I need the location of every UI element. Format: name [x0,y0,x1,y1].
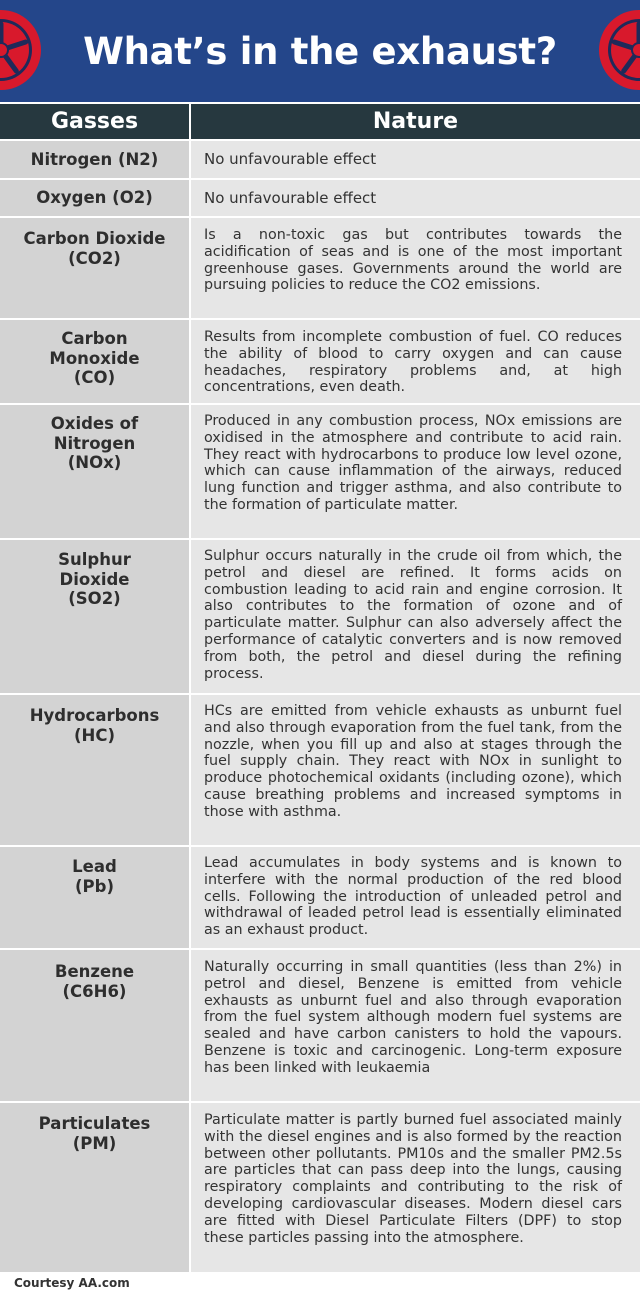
gas-name: Carbon Dioxide (CO2) [23,229,166,268]
gas-cell [0,540,189,693]
gas-cell [0,218,189,318]
nature-text: Particulate matter is partly burned fuel associated mainly with the diesel engines and is also formed by the reaction between other pollutants. PM10s and the smaller PM2.5s are particles that can pass deep into the lungs, causing respiratory complaints and contributing to the risk of developing cardiovascular diseases. Modern diesel cars are fitted with Diesel Particulate Filters (DPF) to stop these particles passing into the atmosphere. [204,1112,622,1246]
table-row [0,695,640,845]
nature-cell [191,405,640,538]
nature-cell [191,540,640,693]
nature-cell [191,950,640,1101]
gas-cell [0,180,189,216]
table-row [0,950,640,1101]
table-row [0,180,640,216]
gas-name: Benzene (C6H6) [54,962,135,1001]
gas-cell [0,1103,189,1272]
nature-cell [191,695,640,845]
gas-cell [0,141,189,178]
gas-name: Sulphur Dioxide (SO2) [58,550,131,608]
column-header-nature: Nature [191,104,640,139]
gas-cell [0,847,189,948]
gas-name: Particulates (PM) [38,1114,151,1153]
nature-text: Lead accumulates in body systems and is known to interfere with the normal production of the red blood cells. Following the introduction of unleaded petrol and withdrawal of leaded petrol lead is essentially eliminated as an exhaust product. [204,855,622,939]
nature-cell [191,141,640,178]
gas-cell [0,320,189,403]
table-row [0,320,640,403]
nature-text: No unfavourable effect [204,150,377,169]
nature-text: Sulphur occurs naturally in the crude oil from which, the petrol and diesel are refined. It forms acids on combustion leading to acid rain and engine corrosion. It also contributes to the formation of ozone and of particulate matter. Sulphur can also adversely affect the performance of catalytic converters and is now removed from both, the petrol and diesel during the refining process. [204,548,622,682]
nature-text: HCs are emitted from vehicle exhausts as unburnt fuel and also through evaporation from the fuel tank, from the nozzle, when you fill up and also at stages through the fuel supply chain. They react with NOx in sunlight to produce photochemical oxidants (including ozone), which cause breathing problems and increased symptoms in those with asthma. [204,703,622,820]
nature-cell [191,847,640,948]
nature-cell [191,320,640,403]
table-row [0,847,640,948]
gas-name: Nitrogen (N2) [30,149,159,169]
nature-text: Is a non-toxic gas but contributes towards the acidification of seas and is one of the most important greenhouse gases. Governments around the world are pursuing policies to reduce the CO2 emissions. [204,227,622,294]
nature-text: Naturally occurring in small quantities (less than 2%) in petrol and diesel, Benzene is emitted from vehicle exhausts as unburnt fuel and also through evaporation from the fuel system although modern fuel systems are sealed and have carbon canisters to hold the vapours. Benzene is toxic and carcinogenic. Long-term exposure has been linked with leukaemia [204,959,622,1076]
table-row [0,218,640,318]
nature-text: No unfavourable effect [204,188,377,207]
table-row [0,405,640,538]
title-banner [0,0,640,102]
gas-cell [0,695,189,845]
gas-name: Hydrocarbons (HC) [29,706,160,745]
gas-cell [0,405,189,538]
nature-text: Results from incomplete combustion of fuel. CO reduces the ability of blood to carry oxygen and can cause headaches, respiratory problems and, at high concentrations, even death. [204,329,622,396]
gas-cell [0,950,189,1101]
nature-cell [191,1103,640,1272]
wheel-icon [596,7,640,93]
nature-text: Produced in any combustion process, NOx emissions are oxidised in the atmosphere and contribute to acid rain. They react with hydrocarbons to produce low level ozone, which can cause inflammation of the airways, reduced lung function and trigger asthma, and also contribute to the formation of particulate matter. [204,413,622,513]
table-row [0,141,640,178]
nature-cell [191,218,640,318]
page-title: What’s in the exhaust? [83,29,557,73]
gas-name: Lead (Pb) [72,857,117,896]
gas-name: Oxides of Nitrogen (NOx) [50,414,139,472]
table-row [0,540,640,693]
column-header-gasses: Gasses [0,104,189,139]
nature-cell [191,180,640,216]
table-row [0,1103,640,1272]
gas-name: Carbon Monoxide (CO) [49,329,140,387]
source-credit: Courtesy AA.com [14,1276,130,1290]
gas-name: Oxygen (O2) [36,188,153,208]
